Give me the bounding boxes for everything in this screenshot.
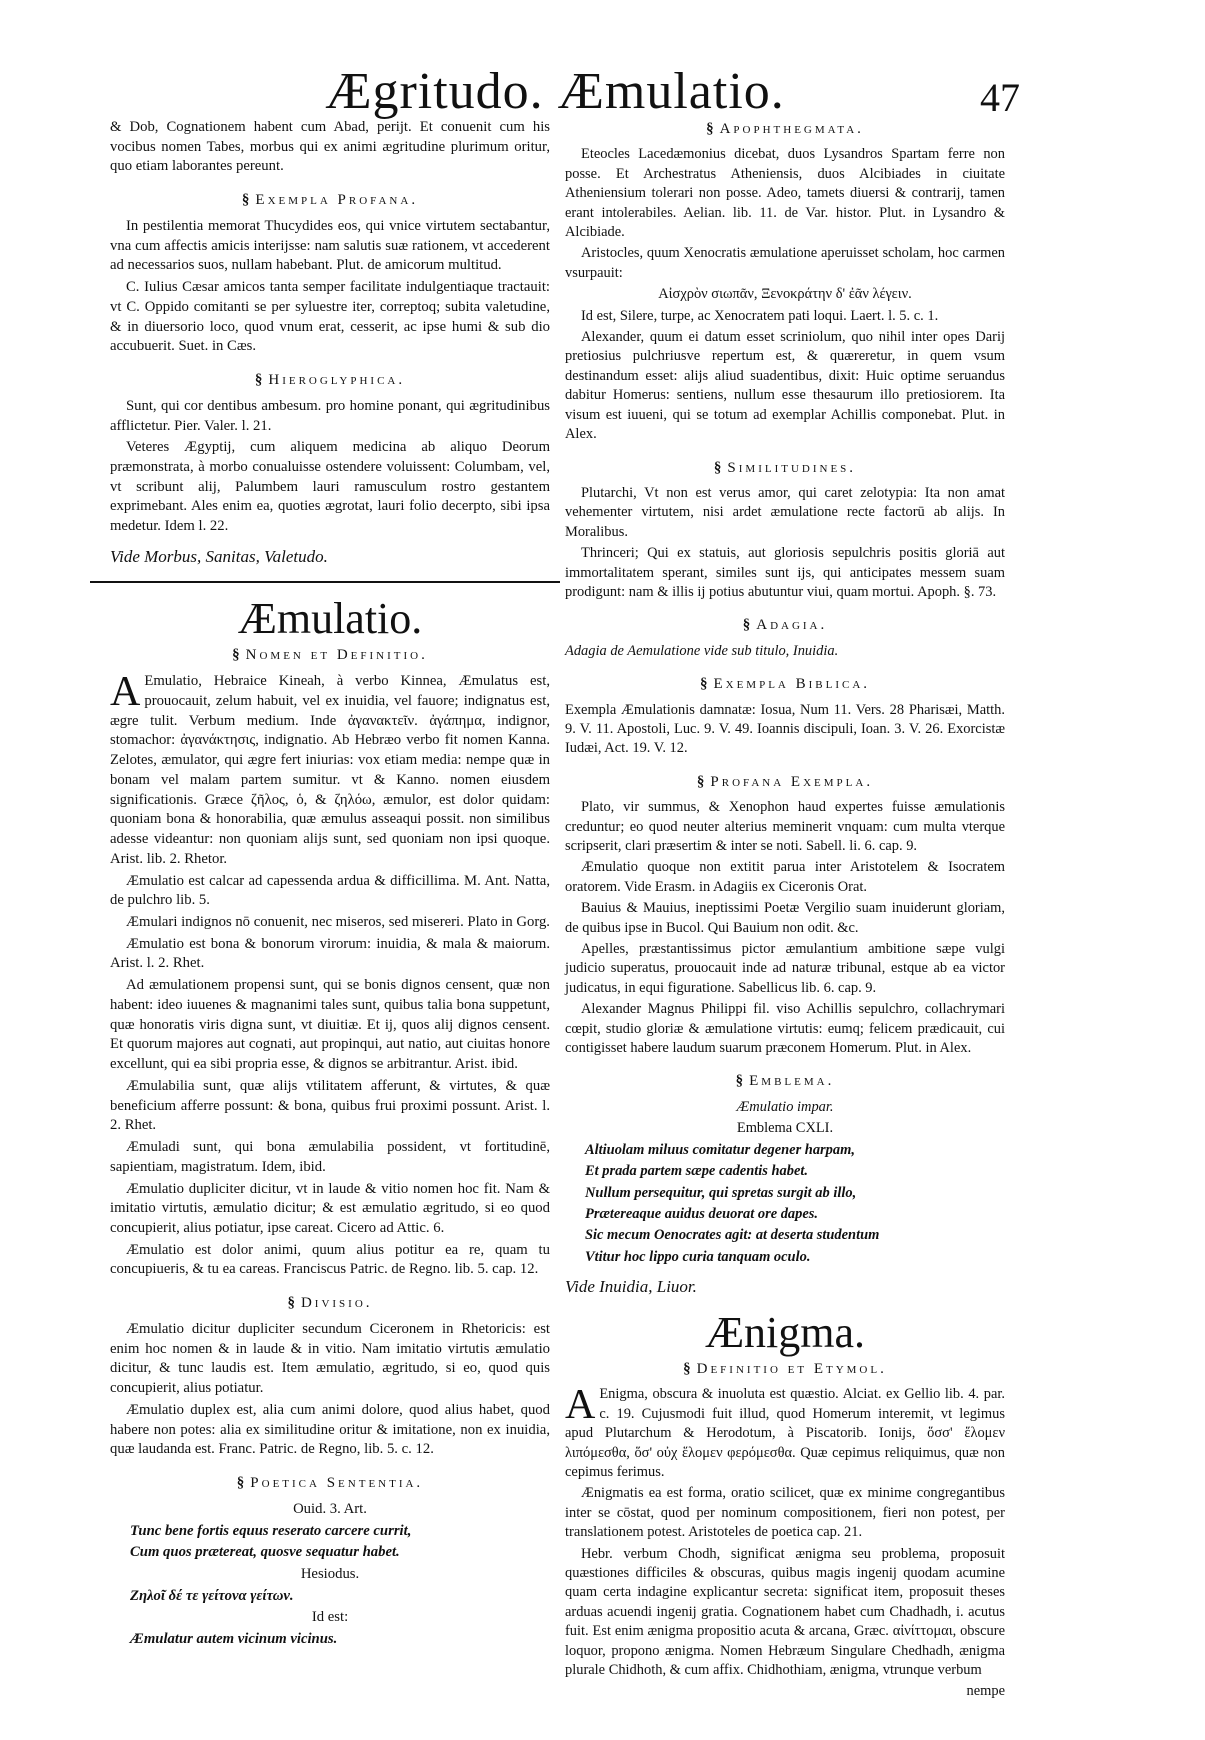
verse-line: Et prada partem sæpe cadentis habet. [585, 1163, 808, 1180]
paragraph: Id est, Silere, turpe, ac Xenocratem pati loqui. Laert. l. 5. c. 1. [581, 307, 939, 324]
divider-rule [90, 581, 560, 583]
section-heading: § Profana Exempla. [696, 773, 874, 790]
verse-label: Id est: [311, 1609, 349, 1626]
section-heading: § Similitudines. [713, 459, 857, 476]
verse-line: Vtitur hoc lippo curia tanquam oculo. [585, 1248, 811, 1265]
paragraph: Æmulatio duplex est, alia cum animi dolore, quod alius habet, quod habere non potes: alia ex similitudine oritur & imitatione, non ex inuidia, quæ laudanda est. Franc. Patric. de Regno, lib. 5. c. 12. [110, 1401, 550, 1458]
paragraph: Æmuladi sunt, qui bona æmulabilia possident, vt fortitudinē, sapientiam, magistratum. Idem, ibid. [110, 1139, 550, 1175]
paragraph: Plutarchi, Vt non est verus amor, qui caret zelotypia: Ita non amat vehementer virtutem, nisi ardet æmulatione recte factorū ab alijs. In Moralibus. [565, 484, 1005, 540]
right-column [565, 118, 1005, 1704]
drop-cap: A [110, 669, 141, 716]
section-heading: § Poetica Sententia. [236, 1475, 424, 1492]
emblema-subtitle: Æmulatio impar. [736, 1098, 834, 1115]
paragraph: Eteocles Lacedæmonius dicebat, duos Lysandros Spartam ferre non posse. Et Archestratus Atheniensis, duos Alcibiades in ciuitate Atheniensium tolerari non posse. Adeo, tamets diuersi & contrarij, tamen erant intolerabiles. Aelian. lib. 11. de Var. histor. Plut. in Lysandro & Alcibiade. [565, 146, 1005, 241]
section-heading: § Exempla Profana. [241, 192, 419, 209]
paragraph: A Emulatio, Hebraice Kineah, à verbo Kinnea, Æmulatus est, prouocauit, zelum habuit, vel ex inuidia, vel fauore; indignatus est, ægre tulit. Verbum medium. Inde ἀγανακτεῖν. ἀγάπημα, indignor, stomachor: ἀγανάκτησις, indignatio. Ab Hebræo verbo fit nomen Kanna. Zelotes, æmulator, qui ægre fert iniurias: vox etiam media: nempe quæ in bonam vel malam partem sumitur. vt & Kanno. nomen eiusdem significationis. Græce ζῆλος, ὁ, & ζηλόω, æmulor, est dolor quidam: quoniam bona & honorabilia, quæ æmulus asseaqui possit. non similibus adesse videantur: non quoniam alijs sunt, sed quoniam non ipsi quoque. Arist. lib. 2. Rhetor. [110, 669, 550, 867]
entry-title: Ænigma. [704, 1307, 866, 1357]
left-column [110, 118, 550, 1652]
cross-reference: Vide Inuidia, Liuor. [565, 1277, 697, 1297]
paragraph: Apelles, præstantissimus pictor æmulantium ambitione sæpe vulgi judicio superatus, prouocauit inde ad naturæ tribunal, estque ab ea victor judicatus, in equi figuratione. Sabellicus lib. 6. cap. 9. [565, 941, 1005, 996]
paragraph: Æmulatio dicitur dupliciter secundum Ciceronem in Rhetoricis: est enim hoc nomen & in laude & in vitio. Nam imitatio virtutis æmulatio dicitur, & tunc laudis est. Item æmulatio, ægritudo, si eo, quod quis concupierit, alius potiatur. [110, 1320, 550, 1397]
paragraph: Plato, vir summus, & Xenophon haud expertes fuisse æmulationis creduntur; eo quod neuter alterius meminerit vnquam: cum multa vterque scripserit, clari præsertim & inter se noti. Sabell. li. 6. cap. 9. [565, 799, 1005, 854]
running-title: Ægritudo. Æmulatio. [325, 63, 785, 120]
verse-line: Cum quos prætereat, quosve sequatur habet. [130, 1544, 400, 1561]
paragraph: Alexander, quum ei datum esset scriniolum, quo nihil inter opes Darij pretiosius pulchriusve repertum est, & quæreretur, in quem vsum destinandum esset: alijs aliud suadentibus, dixit: Huic optime seruandus dabitur Homerus: sentiens, nullum esse thesaurum illo pretiosiorem. Ita visum est iuueni, qui se totum ad exemplar Achillis componebat. Plut. in Alex. [565, 329, 1005, 443]
paragraph: Æmulatio quoque non extitit parua inter Aristotelem & Isocratem oratorem. Vide Erasm. in Adagiis ex Ciceronis Orat. [565, 859, 1005, 895]
verse-line: Sic mecum Oenocrates agit: at deserta studentum [585, 1227, 880, 1244]
paragraph: Bauius & Mauius, ineptissimi Poetæ Vergilio suam inuiderunt gloriam, de quibus ipse in Bucol. Qui Bauium non odit. &c. [565, 900, 1005, 936]
paragraph: Alexander Magnus Philippi fil. viso Achillis sepulchro, collachrymari cœpit, studio gloriæ & æmulatione virtutis: eumq; felicem prædicauit, cui contigisset habere laudum suarum præconem Homerum. Plut. in Alex. [565, 1001, 1005, 1057]
entry-title: Æmulatio. [237, 593, 423, 643]
section-heading: § Emblema. [735, 1073, 835, 1090]
drop-cap: A [565, 1382, 596, 1429]
section-heading: § Adagia. [742, 617, 828, 634]
verse-author: Hesiodus. [300, 1566, 360, 1582]
paragraph: Ad æmulationem propensi sunt, qui se bonis dignos censent, quæ non habent: ideo iuuenes & magnanimi tales sunt, quibus talia bona suppetunt, quæ honoratis viris digna sunt, vt diuitiæ. Et ij, quos alij dignos censent. Et quorum majores aut cognati, aut propinqui, aut natio, aut ciuitas honore excellunt, qui ea sibi propria esse, & dignos se arbitrantur. Arist. ibid. [110, 977, 550, 1073]
verse-line: Altiuolam miluus comitatur degener harpam, [585, 1141, 855, 1158]
verse-line: Ζηλοῖ δέ τε γείτονα γείτων. [130, 1587, 294, 1604]
section-heading: § Apophthegmata. [706, 121, 864, 137]
paragraph: Æmulatio est bona & bonorum virorum: inuidia, & mala & maiorum. Arist. l. 2. Rhet. [110, 935, 550, 972]
page-number: 47 [980, 75, 1020, 120]
verse-line: Tunc bene fortis equus reserato carcere currit, [130, 1522, 412, 1539]
paragraph: Ænigmatis ea est forma, oratio scilicet, quæ ex minime congregantibus inter se cōstat, quod per nominum compositionem, fieri non potest, per translationem potest. Aristoteles de poetica cap. 21. [565, 1485, 1005, 1541]
paragraph: Æmulatio est calcar ad capessenda ardua & difficillima. M. Ant. Natta, de pulchro lib. 5. [110, 872, 550, 909]
verse-line: Prætereaque auidus deuorat ore dapes. [585, 1205, 819, 1222]
paragraph: A Enigma, obscura & inuoluta est quæstio. Alciat. ex Gellio lib. 4. par. c. 19. Cujusmodi fuit illud, quod Homerum interemit, vt legimus apud Plutarchum & Herodotum, à Piscatorib. Ionijs, ὅσσ' ἕλομεν λιπόμεσθα, ὅσ' οὐχ ἕλομεν φερόμεσθα. Quæ cepimus reliquimus, quæ non cepimus ferimus. [565, 1382, 1005, 1480]
section-heading: § Nomen et Definitio. [232, 647, 428, 664]
paragraph: In pestilentia memorat Thucydides eos, qui vnice virtutem sectabantur, vna cum affectis amicis interijsse: nam salutis suæ rationem, vt accederent ad necessarios suos, nullam habebant. Plut. de amicorum multitud. [110, 217, 550, 274]
paragraph: Sunt, qui cor dentibus ambesum. pro homine ponant, qui ægritudinibus afflictetur. Pier. Valer. l. 21. [110, 397, 550, 434]
emblema-number: Emblema CXLI. [736, 1120, 834, 1137]
section-heading: § Definitio et Etymol. [683, 1360, 887, 1377]
cross-reference: Vide Morbus, Sanitas, Valetudo. [110, 546, 328, 566]
section-heading: § Exempla Biblica. [699, 676, 871, 693]
paragraph: Thrinceri; Qui ex statuis, aut gloriosis sepulchris positis gloriā aut immortalitatem sperant, similes sunt ijs, qui anticipates messem suam prodigunt: nam & illis ij potius abutuntur viui, quam mortui. Apoph. §. 73. [565, 545, 1005, 600]
paragraph: Veteres Ægyptij, cum aliquem medicina ab aliquo Deorum præmonstrata, à morbo conualuisse ostendere voluissent: Columbam, vel, vt scribunt alij, Palumbem lauri ramusculum rostro gestantem exprimebant. Ales enim ea, quoties ægrotat, lauri folio decerpto, sibi ipsa medetur. Idem l. 22. [110, 439, 550, 535]
verse-author: Ouid. 3. Art. [293, 1500, 367, 1517]
verse-line: Æmulatur autem vicinum vicinus. [130, 1631, 338, 1648]
paragraph: Adagia de Aemulatione vide sub titulo, Inuidia. [565, 642, 839, 659]
paragraph: Æmulatio dupliciter dicitur, vt in laude & vitio nomen hoc fit. Nam & imitatio virtutis, æmulatio dicitur; & est æmulatio ægritudo, si eo quod concupierit, alius potiatur, ipse careat. Cicero ad Attic. 6. [110, 1180, 550, 1236]
paragraph: Æmulabilia sunt, quæ alijs vtilitatem afferunt, & virtutes, & quæ beneficium afferre possunt: & bona, quibus frui proximi possunt. Arist. l. 2. Rhet. [110, 1077, 550, 1134]
intro-paragraph: & Dob, Cognationem habent cum Abad, perijt. Et conuenit cum his vocibus nomen Tabes, morbus qui ex animi ægritudine plurimum oritur, quo etiam laborantes pereunt. [110, 119, 550, 175]
paragraph: Æmulari indignos nō conuenit, nec miseros, sed misereri. Plato in Gorg. [126, 913, 550, 930]
paragraph: Aristocles, quum Xenocratis æmulatione aperuisset scholam, hoc carmen vsurpauit: [565, 245, 1005, 281]
paragraph: Æmulatio est dolor animi, quum alius potitur ea re, quam tu concupiueris, & tu ea careas. Franciscus Patric. de Regno. lib. 5. cap. 12. [110, 1241, 550, 1278]
paragraph: Hebr. verbum Chodh, significat ænigma seu problema, proposuit quæstiones difficiles & obscuras, quibus magis ingenij quodam acumine quam certa indagine explicantur secreta: significat item, proposuit theses arduas acuendi ingenij gratia. Cognationem habet cum Chadhadh, i. acutus fuit. Est enim ænigma propositio acuta & arcana, Græc. αἰνίττομαι, obscure loquor, propono ænigma. Nomen Hebræum Singulare Chedhadh, ænigma plurale Chidhoth, & cum affix. Chidhothiam, ænigma, vtrunque verbum [565, 1545, 1005, 1679]
section-heading: § Hieroglyphica. [254, 372, 406, 389]
greek-verse: Αἰσχρὸν σιωπᾶν, Ξενοκράτην δ' ἐᾶν λέγειν. [658, 286, 912, 303]
catchword: nempe [966, 1683, 1005, 1700]
paragraph: Exempla Æmulationis damnatæ: Iosua, Num 11. Vers. 28 Pharisæi, Matth. 9. V. 11. Apostoli, Luc. 9. V. 49. Ioannis discipuli, Ioan. 3. V. 26. Exorcistæ Iudæi, Act. 19. V. 12. [565, 701, 1005, 757]
paragraph: C. Iulius Cæsar amicos tanta semper facilitate indulgentiaque tractauit: vt C. Oppido comitanti se per syluestre iter, correptoq; subita valetudine, & in diuersorio loco, quod vnum erat, cesserit, ac ipse humi & sub dio accubuerit. Suet. in Cæs. [110, 279, 550, 355]
section-heading: § Divisio. [287, 1295, 373, 1312]
verse-line: Nullum persequitur, qui spretas surgit ab illo, [585, 1184, 857, 1201]
